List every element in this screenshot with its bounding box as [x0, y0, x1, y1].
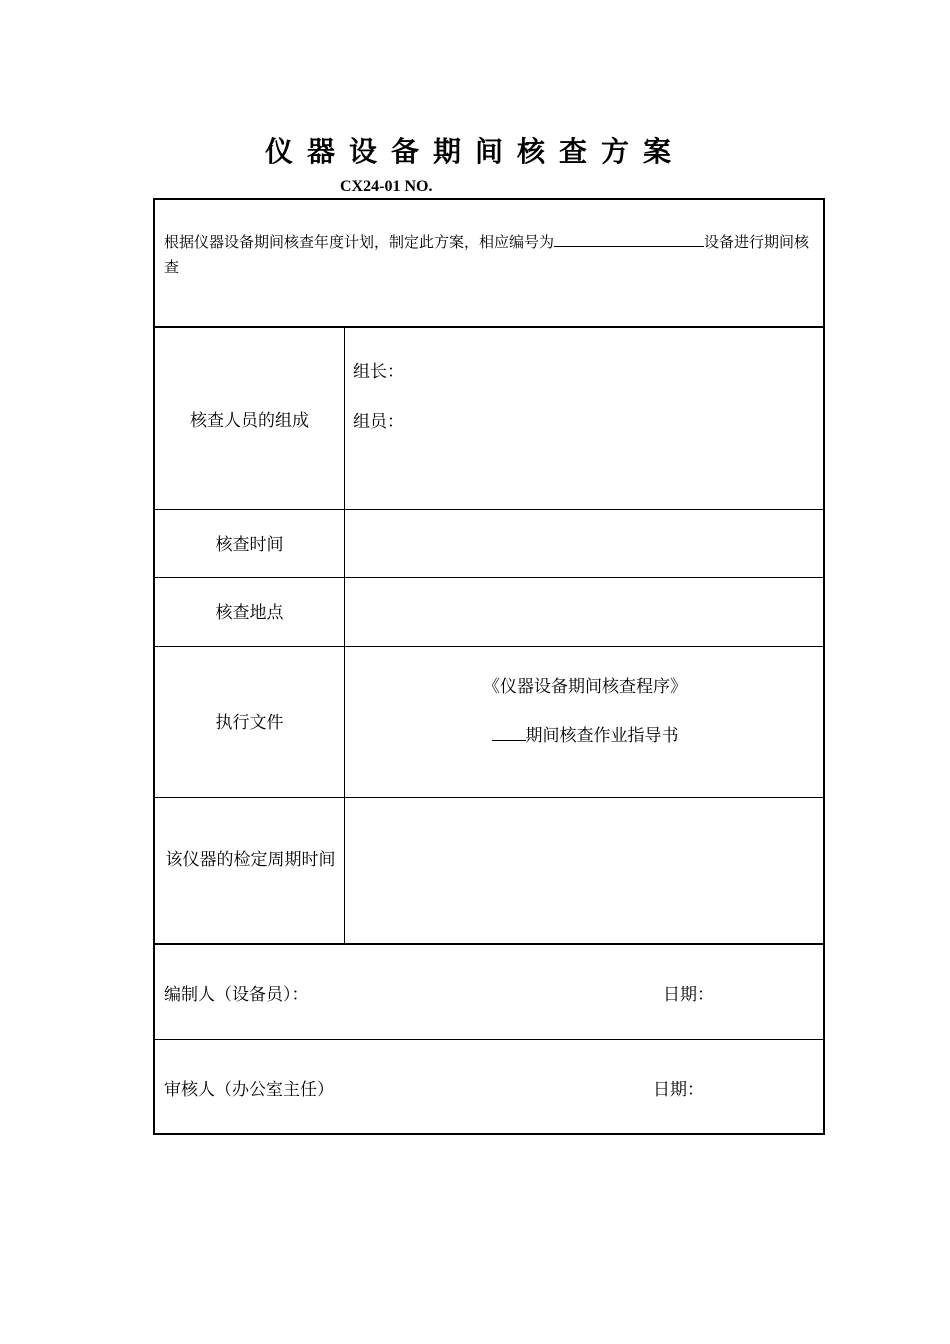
time-label: 核查时间 — [215, 535, 284, 555]
intro-after: 设备进行期间核查 — [164, 233, 810, 276]
row-divider — [155, 1039, 823, 1040]
calibration-label: 该仪器的检定周期时间 — [165, 850, 336, 870]
row-divider — [155, 509, 823, 510]
guide-suffix: 期间核查作业指导书 — [525, 726, 679, 746]
column-divider — [344, 328, 345, 943]
row-divider — [155, 797, 823, 798]
procedure-document: 《仪器设备期间核查程序》 — [483, 677, 687, 697]
inspection-form — [153, 198, 825, 1135]
row-divider — [155, 326, 823, 328]
prepared-date-label: 日期： — [663, 985, 714, 1005]
row-divider — [155, 577, 823, 578]
reviewed-by-label: 审核人（办公室主任） — [164, 1080, 334, 1100]
members-label: 组员： — [353, 412, 404, 432]
equipment-number-blank[interactable] — [554, 230, 704, 247]
intro-before: 根据仪器设备期间核查年度计划，制定此方案，相应编号为 — [164, 233, 555, 251]
time-field[interactable] — [347, 512, 823, 576]
calibration-field[interactable] — [347, 800, 823, 940]
intro-text — [164, 230, 819, 280]
prepared-by-label: 编制人（设备员）： — [164, 985, 309, 1005]
document-code: CX24-01 NO. — [340, 178, 433, 195]
personnel-label: 核查人员的组成 — [190, 411, 309, 431]
guide-prefix-blank[interactable] — [492, 724, 526, 741]
page-title: 仪器设备期间核查方案 — [264, 135, 685, 168]
reviewed-date-label: 日期： — [653, 1080, 704, 1100]
row-divider — [155, 943, 823, 945]
place-field[interactable] — [347, 580, 823, 644]
place-label: 核查地点 — [215, 603, 284, 623]
guide-document — [345, 724, 825, 748]
leader-label: 组长： — [353, 362, 404, 382]
row-divider — [155, 646, 823, 647]
documents-label: 执行文件 — [215, 713, 284, 733]
